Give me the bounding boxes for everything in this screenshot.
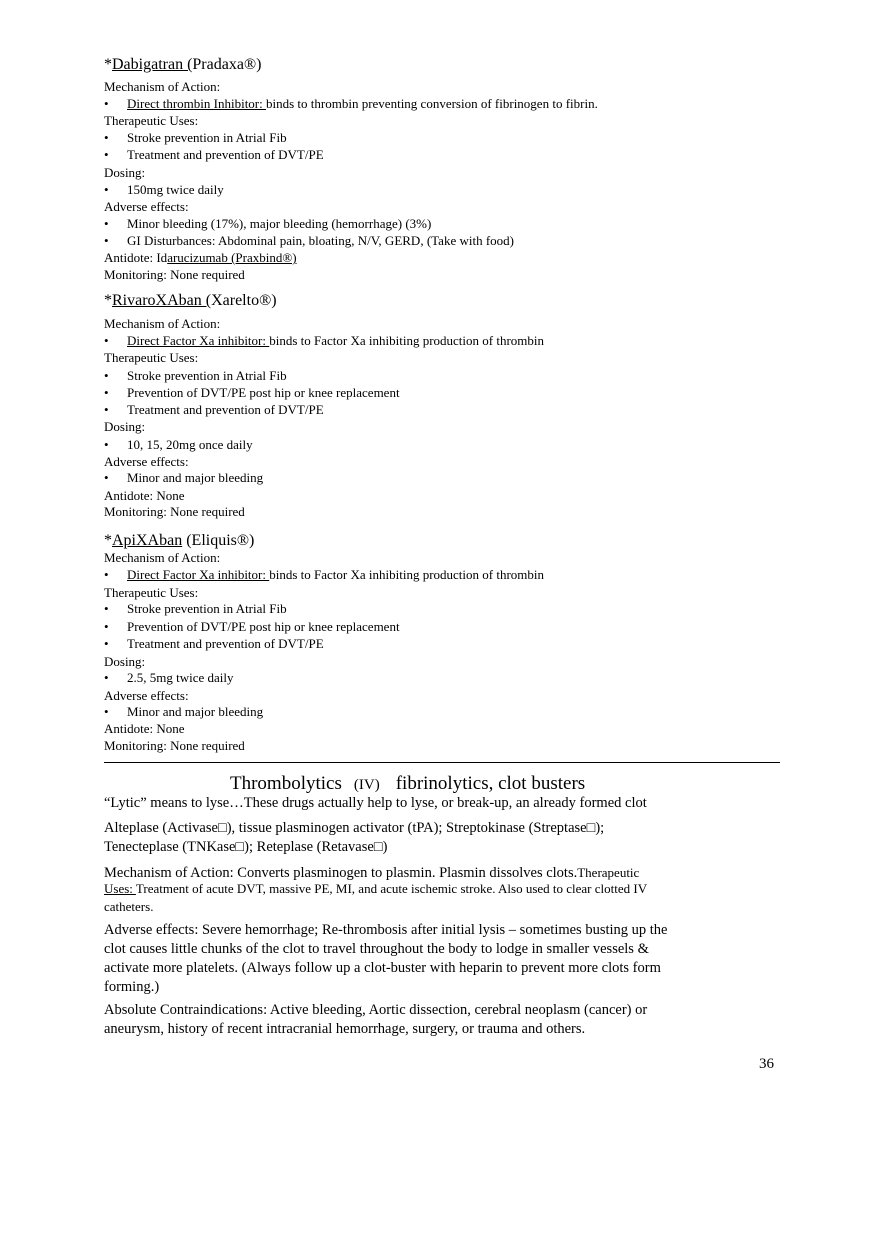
rivaroxaban-antidote: Antidote: None [104,488,185,503]
agents-line-2: Tenecteplase (TNKase□); Reteplase (Retavase□) [104,839,388,855]
thrombolytic-uses-1: Uses: Treatment of acute DVT, massive PE, MI, and acute ischemic stroke. Also used to clear clotted IV [104,881,648,896]
section-divider [104,762,780,763]
rivaroxaban-monitoring: Monitoring: None required [104,504,245,519]
rivaroxaban-title: *RivaroXAban (Xarelto®) [104,292,277,309]
apixaban-adverse-label: Adverse effects: [104,688,189,703]
apixaban-moa-label: Mechanism of Action: [104,550,221,565]
apixaban-dosing-label: Dosing: [104,654,146,669]
apixaban-antidote: Antidote: None [104,721,185,736]
thrombolytic-adverse-4: forming.) [104,979,160,995]
page-number: 36 [759,1056,774,1072]
thrombolytic-adverse-1: Adverse effects: Severe hemorrhage; Re-thrombosis after initial lysis – sometimes busting up the [104,922,668,938]
thrombolytic-adverse-3: activate more platelets. (Always follow up a clot-buster with heparin to prevent more clots form [104,960,661,976]
rivaroxaban-dosing-label: Dosing: [104,419,146,434]
rivaroxaban-adverse-label: Adverse effects: [104,454,189,469]
dabigatran-monitoring: Monitoring: None required [104,267,245,282]
rivaroxaban-moa-label: Mechanism of Action: [104,316,221,331]
contraindications-2: aneurysm, history of recent intracranial hemorrhage, surgery, or trauma and others. [104,1021,586,1037]
thrombolytics-heading: Thrombolytics (IV) fibrinolytics, clot busters [230,773,586,794]
dabigatran-uses-label: Therapeutic Uses: [104,113,199,128]
dabigatran-title: *Dabigatran (Pradaxa®) [104,56,262,73]
agents-line-1: Alteplase (Activase□), tissue plasminogen activator (tPA); Streptokinase (Streptase□); [104,820,605,836]
rivaroxaban-uses-label: Therapeutic Uses: [104,350,199,365]
thrombolytic-adverse-2: clot causes little chunks of the clot to travel throughout the body to lodge in smaller vessels & [104,941,649,957]
dabigatran-moa-label: Mechanism of Action: [104,79,221,94]
dabigatran-dosing-label: Dosing: [104,165,146,180]
apixaban-uses-label: Therapeutic Uses: [104,585,199,600]
dabigatran-antidote: Antidote: Idarucizumab (Praxbind®) [104,250,297,265]
apixaban-title: *ApiXAban (Eliquis®) [104,532,255,549]
lytic-definition: “Lytic” means to lyse…These drugs actually help to lyse, or break-up, an already formed clot [104,795,647,811]
apixaban-monitoring: Monitoring: None required [104,738,245,753]
thrombolytic-moa: Mechanism of Action: Converts plasminogen to plasmin. Plasmin dissolves clots.Therapeutic [104,865,640,881]
dabigatran-adverse-label: Adverse effects: [104,199,189,214]
contraindications-1: Absolute Contraindications: Active bleeding, Aortic dissection, cerebral neoplasm (cancer) or [104,1002,648,1018]
thrombolytic-uses-2: catheters. [104,899,154,914]
